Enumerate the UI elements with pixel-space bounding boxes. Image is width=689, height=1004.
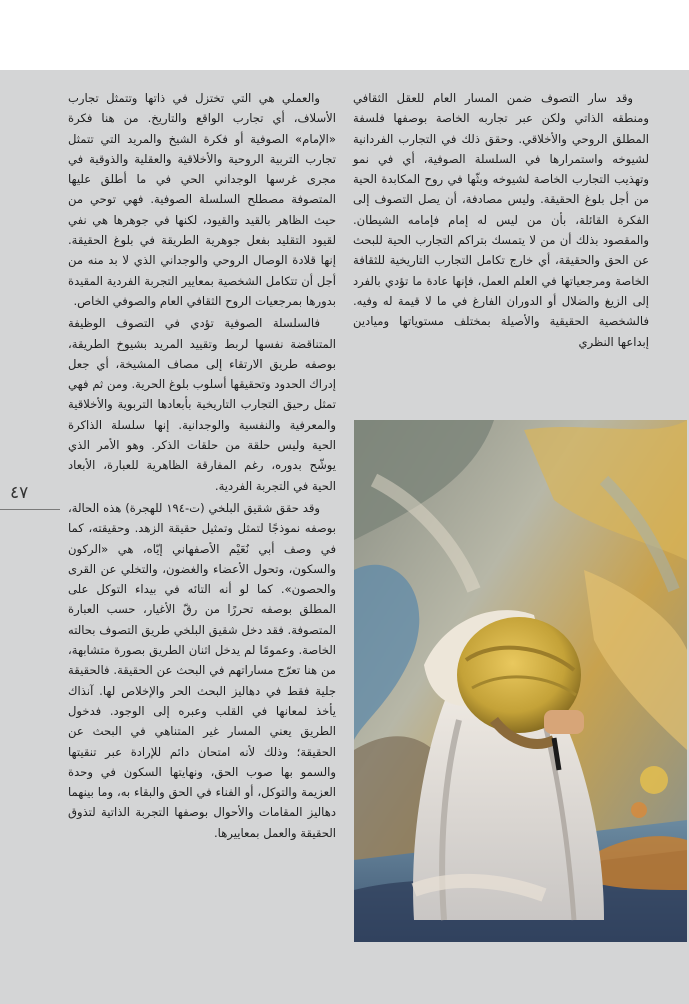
paragraph: وقد حقق شقيق البلخي (ت-١٩٤ للهجرة) هذه الحالة، بوصفه نموذجًا لتمثل وتمثيل حقيقة الزهد. وحقيقته، كما في وصف أبي نُعَيْم الأصفهاني إيّاه، هي «الركون والسكون، وتحول الأعضاء والغضون، والتخلي عن القرى والحصون». كما لو أنه التائه في بيداء التوكل على المطلق بوصفه تحررًا من رقّ الأغيار، حسب العبارة المتصوفة. فقد دخل شقيق البلخي طريق التصوف بحالته الخاصة. وعمومًا لم يدخل اثنان الطريق بصورة متشابهة، من هنا تعرّج مساراتهم في البحث عن الحقيقة. فالحقيقة جلية فقط في دهاليز البحث الحر والإخلاص لها. آنذاك يأخذ لمعانها في القلب وعبره إلى الوجود. فدخول الطريق يعني المسار غير المتناهي في البحث عن الحقيقة؛ وذلك لأنه امتحان دائم للإرادة عبر تنقيتها والسمو بها صوب الحق، ونهايتها السكون في وحدة العزيمة والتوكل، أو الفناء في الحق والبقاء به، وما بينهما دهاليز المقامات والأحوال بوصفها التجربة الذاتية لتذوق الحقيقة والعمل بمعاييرها. — [68, 500, 336, 840]
page-number: ٤٧ — [10, 483, 29, 503]
paragraph: فالسلسلة الصوفية تؤدي في التصوف الوظيفة المتناقضة نفسها لربط وتقييد المريد بشيوخ الطريقة، بوصفه طريق الارتقاء إلى مصاف المشيخة، أي جعل إدراك الحدود وتحقيقها أسلوب بلوغ الحرية. ومن ثم فهي تمثل رحيق التجارب التاريخية بأبعادها التربوية والأخلاقية والمعرفية والنفسية والوجدانية. إنها سلسلة الذاكرة الحية وليس حلقة من حلقات الذكر. وهو الأمر الذي يوشّح بدوره، رغم المفارقة الظاهرية للعبارة، الأبعاد الحية في التجربة الفردية. — [68, 316, 336, 493]
text-column-left — [68, 88, 336, 845]
page-number-rule — [0, 509, 60, 510]
text-column-right — [353, 88, 649, 354]
paragraph: والعملي هي التي تختزل في ذاتها وتتمثل تجارب الأسلاف، أي تجارب الواقع والتاريخ. من هنا فكرة «الإمام» الصوفية أو فكرة الشيخ والمريد التي تتمثل تجارب التربية الروحية والأخلاقية والعقلية والذوقية في مجرى غرسها الوجداني الحي في ما أطلق عليها المتصوفة مصطلح السلسلة الصوفية. فهي توحي من حيث الظاهر بالقيد والقيود، لكنها في جوهرها هي نفي لقيود التقليد بفعل جوهرية الطريقة في بلوغ الحقيقة. إنها قلادة الوصال الروحي والوجداني الذي لا بد منه من أجل أن تتكامل الشخصية بمعايير التجربة الفردية المقيدة بدورها بمرجعيات الروح الثقافي العام والصوفي الخاص. — [68, 91, 336, 308]
paragraph: وقد سار التصوف ضمن المسار العام للعقل الثقافي ومنطقه الذاتي ولكن عبر تجاربه الخاصة بوصفها فلسفة المطلق الروحي والأخلاقي. وحقق ذلك في التجارب الفردانية لشيوخه واستمرارها في السلسلة الصوفية، أي في نمو وتهذيب التجارب الخاصة لشيوخه وبثّها في روح المكابدة الحية من أجل بلوغ الحقيقة. وليس مصادفة، أن يصل التصوف إلى الفكرة القائلة، بأن من ليس له إمام فإمامه الشيطان. والمقصود بذلك أن من لا يتمسك بتراكم التجارب الحية للبحث عن الحق والحقيقة، أي خارج تكامل التجارب التاريخية للثقافة الخاصة ومرجعياتها في العلم العمل، فإنها عادة ما تؤدي بالفرد إلى الزيغ والضلال أو الدوران الفارغ في ما لا قيمة له وفيه. فالشخصية الحقيقية والأصيلة بمختلف مستوياتها وميادين إبداعها النظري — [353, 91, 649, 349]
sufi-painting-illustration — [354, 420, 687, 942]
